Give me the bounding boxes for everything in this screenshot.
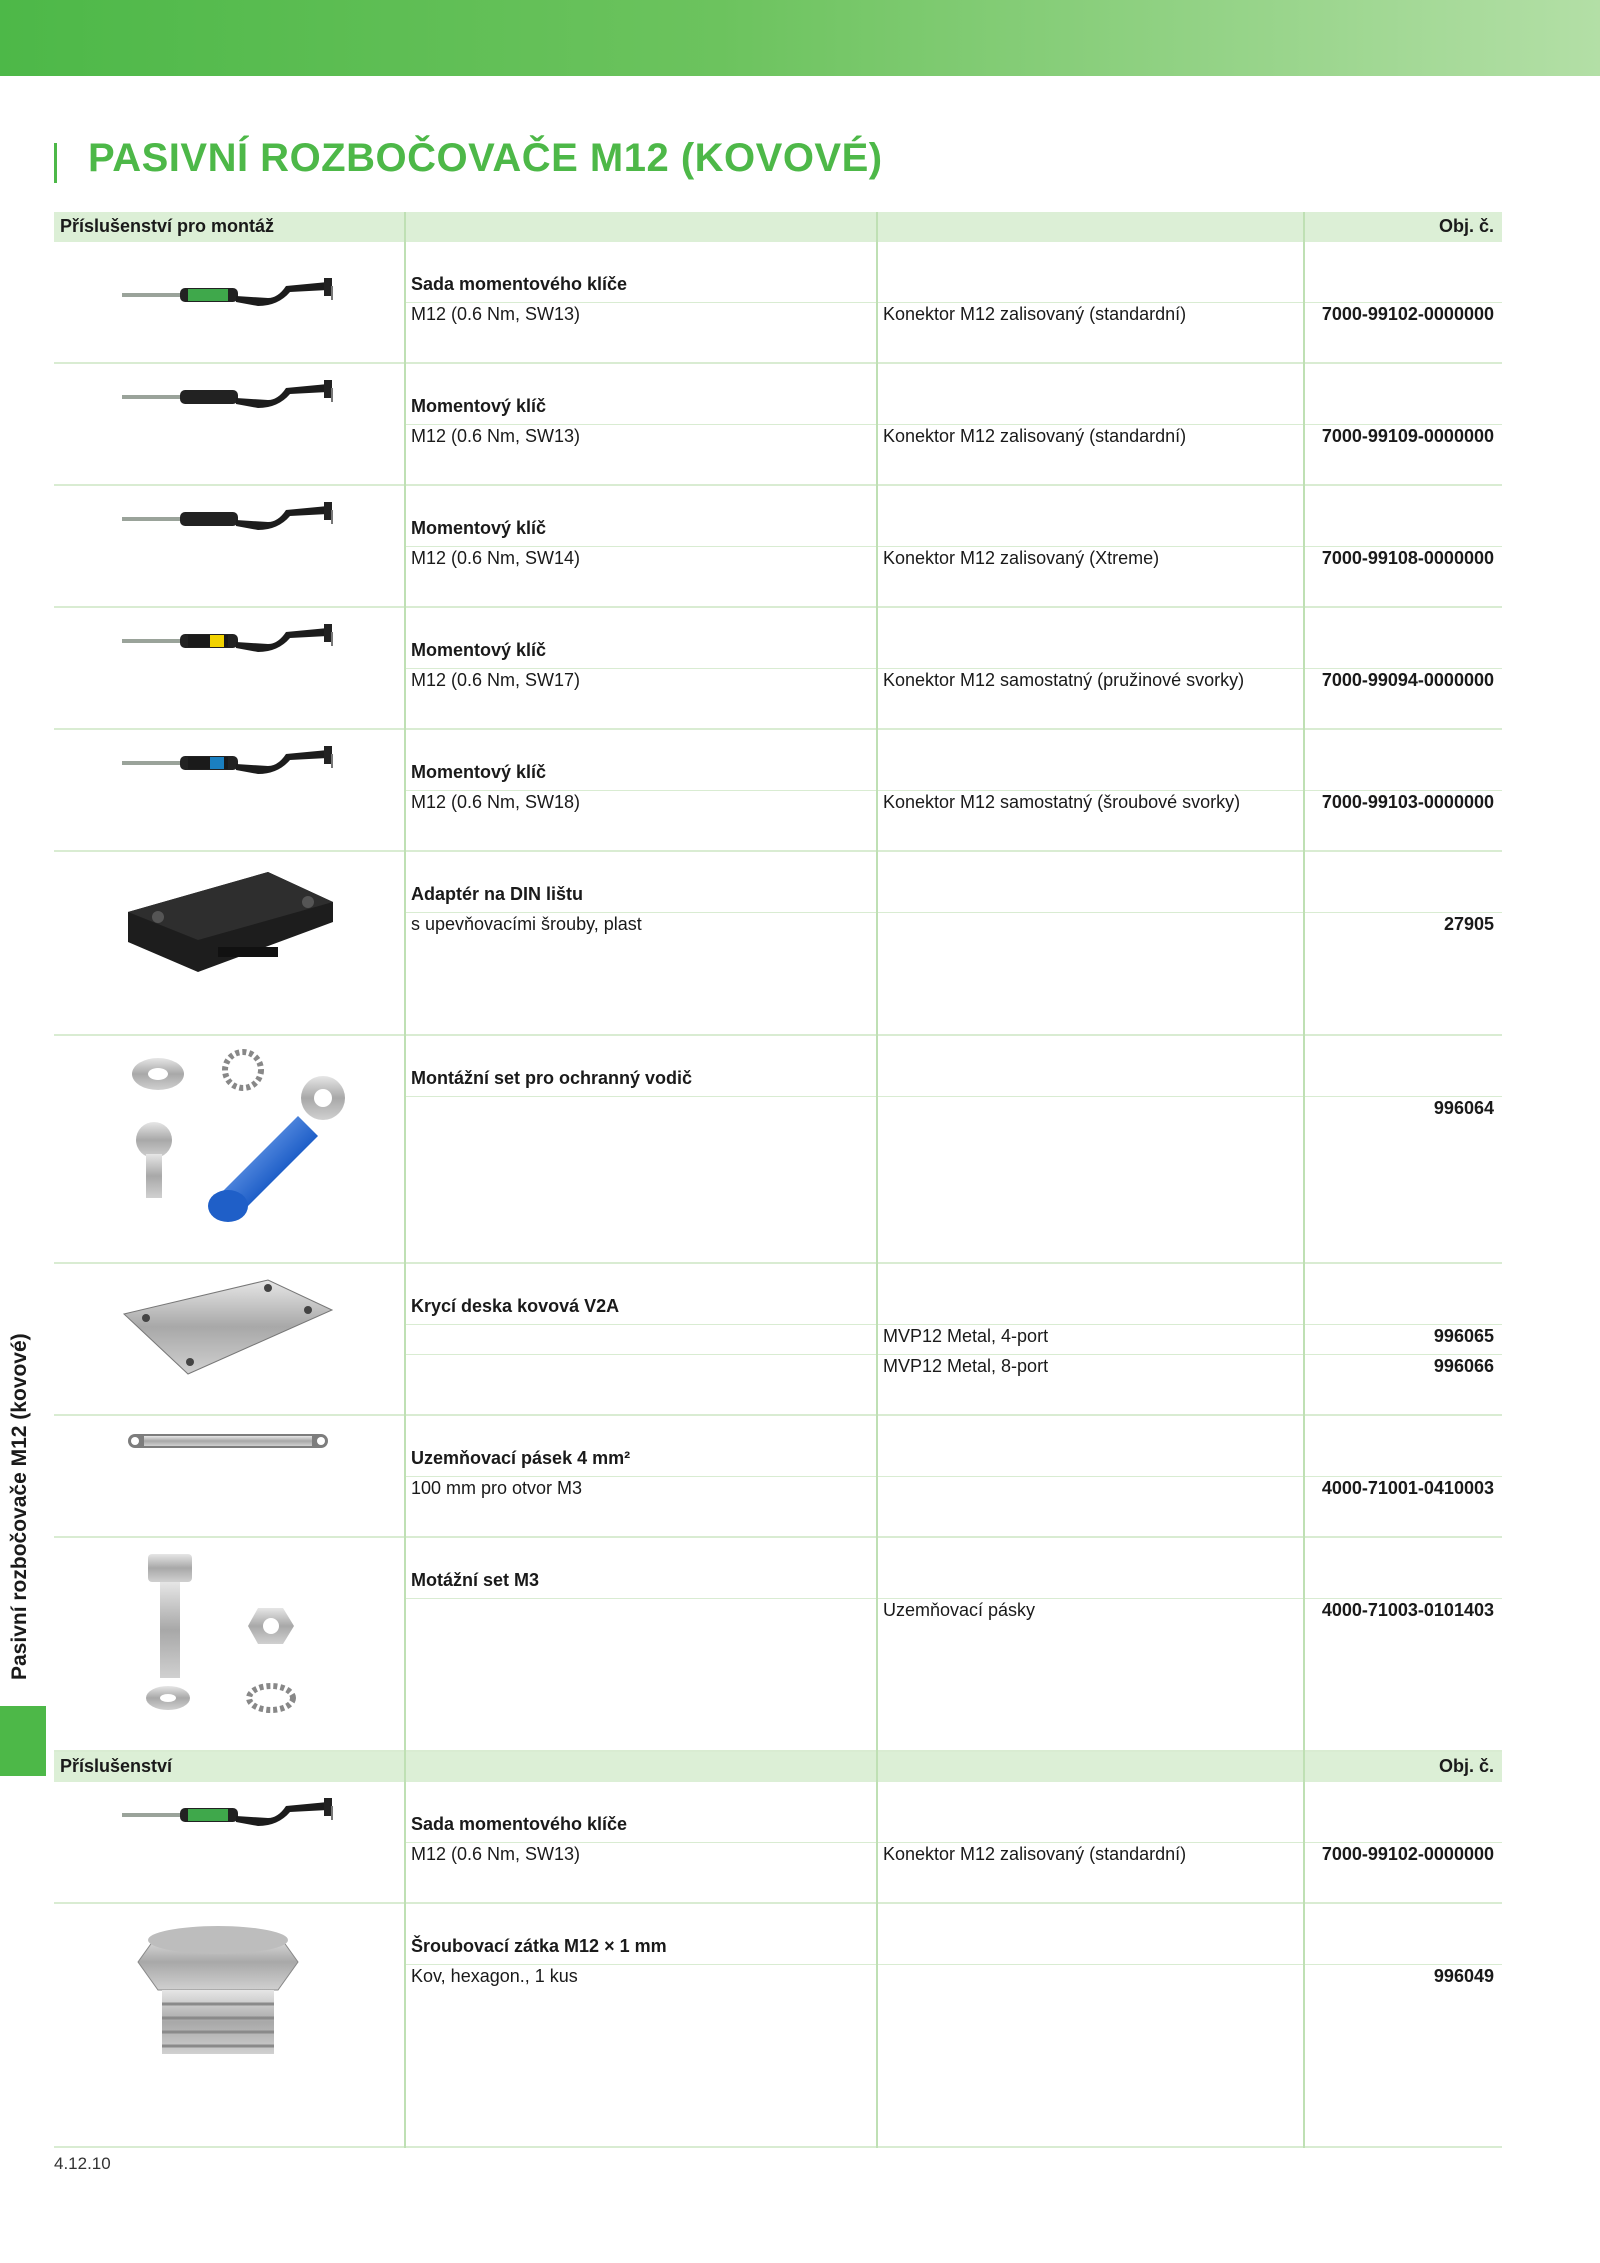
product-spec: M12 (0.6 Nm, SW14) xyxy=(411,548,581,568)
m3-screw-set-icon xyxy=(118,1548,318,1723)
column-divider xyxy=(1303,212,1305,1752)
product-compatibility: Konektor M12 samostatný (šroubové svorky) xyxy=(883,792,1241,812)
order-number: 996066 xyxy=(1433,1356,1494,1376)
side-label-text: Pasivní rozbočovače M12 (kovové) xyxy=(8,1333,31,1680)
din-rail-adapter-icon xyxy=(118,862,338,997)
order-number: 4000-71003-0101403 xyxy=(1321,1600,1494,1620)
product-compatibility: MVP12 Metal, 8-port xyxy=(883,1356,1049,1376)
row-divider xyxy=(404,302,1502,303)
product-name: Momentový klíč xyxy=(411,640,547,660)
product-name: Šroubovací zátka M12 × 1 mm xyxy=(411,1936,667,1956)
row-separator xyxy=(54,1262,1502,1264)
row-separator xyxy=(54,606,1502,608)
product-name: Sada momentového klíče xyxy=(411,274,628,294)
product-name: Montážní set pro ochranný vodič xyxy=(411,1068,693,1088)
order-number: 4000-71001-0410003 xyxy=(1321,1478,1494,1498)
product-compatibility: Uzemňovací pásky xyxy=(883,1600,1036,1620)
row-divider xyxy=(404,1476,1502,1477)
column-divider xyxy=(1303,1752,1305,2148)
torque-wrench-yellow-icon xyxy=(118,618,338,671)
order-number: 7000-99094-0000000 xyxy=(1321,670,1494,690)
torque-wrench-icon xyxy=(118,496,338,549)
row-separator xyxy=(54,362,1502,364)
row-separator xyxy=(54,2146,1502,2148)
page-number: 4.12.10 xyxy=(54,2154,111,2173)
product-spec: s upevňovacími šrouby, plast xyxy=(411,914,642,934)
cover-plate-icon xyxy=(118,1274,338,1389)
side-tab-marker xyxy=(0,1706,46,1776)
product-compatibility: Konektor M12 zalisovaný (Xtreme) xyxy=(883,548,1160,568)
order-number: 996064 xyxy=(1433,1098,1494,1118)
column-divider xyxy=(876,212,878,1752)
product-name: Krycí deska kovová V2A xyxy=(411,1296,620,1316)
product-name: Momentový klíč xyxy=(411,518,547,538)
product-spec: 100 mm pro otvor M3 xyxy=(411,1478,583,1498)
product-spec: M12 (0.6 Nm, SW13) xyxy=(411,304,581,324)
order-number: 996049 xyxy=(1433,1966,1494,1986)
column-divider xyxy=(404,1752,406,2148)
product-name: Momentový klíč xyxy=(411,396,547,416)
section-label: Příslušenství xyxy=(60,1756,173,1776)
torque-wrench-blue-icon xyxy=(118,740,338,793)
row-divider xyxy=(404,1096,1502,1097)
order-number: 27905 xyxy=(1443,914,1494,934)
top-banner xyxy=(0,0,1600,76)
order-number: 7000-99102-0000000 xyxy=(1321,1844,1494,1864)
page-title: PASIVNÍ ROZBOČOVAČE M12 (KOVOVÉ) xyxy=(88,136,883,180)
product-spec: Kov, hexagon., 1 kus xyxy=(411,1966,578,1986)
column-divider xyxy=(876,1752,878,2148)
row-divider xyxy=(404,1964,1502,1965)
order-number: 7000-99103-0000000 xyxy=(1321,792,1494,812)
section-header xyxy=(54,212,1502,242)
row-separator xyxy=(54,728,1502,730)
product-compatibility: Konektor M12 zalisovaný (standardní) xyxy=(883,1844,1187,1864)
product-name: Uzemňovací pásek 4 mm² xyxy=(411,1448,631,1468)
title-accent-bar xyxy=(54,143,57,183)
grounding-strap-icon xyxy=(118,1426,338,1461)
order-number-header: Obj. č. xyxy=(1438,1756,1494,1776)
row-divider xyxy=(404,1324,1502,1325)
row-divider xyxy=(404,1842,1502,1843)
product-compatibility: Konektor M12 samostatný (pružinové svorky) xyxy=(883,670,1245,690)
row-separator xyxy=(54,484,1502,486)
product-compatibility: MVP12 Metal, 4-port xyxy=(883,1326,1049,1346)
row-divider xyxy=(404,912,1502,913)
row-divider xyxy=(404,424,1502,425)
order-number: 7000-99108-0000000 xyxy=(1321,548,1494,568)
section-label: Příslušenství pro montáž xyxy=(60,216,275,236)
order-number-header: Obj. č. xyxy=(1438,216,1494,236)
order-number: 7000-99102-0000000 xyxy=(1321,304,1494,324)
row-divider xyxy=(404,668,1502,669)
hex-plug-icon xyxy=(118,1914,318,2069)
row-separator xyxy=(54,1034,1502,1036)
torque-wrench-green-icon xyxy=(118,1792,338,1845)
product-name: Motážní set M3 xyxy=(411,1570,540,1590)
order-number: 996065 xyxy=(1433,1326,1494,1346)
product-spec: M12 (0.6 Nm, SW18) xyxy=(411,792,581,812)
section-header xyxy=(54,1752,1502,1782)
product-name: Adaptér na DIN lištu xyxy=(411,884,584,904)
row-separator xyxy=(54,1902,1502,1904)
torque-wrench-green-icon xyxy=(118,272,338,325)
column-divider xyxy=(404,212,406,1752)
product-name: Sada momentového klíče xyxy=(411,1814,628,1834)
row-divider xyxy=(404,1354,1502,1355)
product-spec: M12 (0.6 Nm, SW13) xyxy=(411,1844,581,1864)
torque-wrench-icon xyxy=(118,374,338,427)
product-name: Momentový klíč xyxy=(411,762,547,782)
product-compatibility: Konektor M12 zalisovaný (standardní) xyxy=(883,304,1187,324)
product-spec: M12 (0.6 Nm, SW17) xyxy=(411,670,581,690)
row-divider xyxy=(404,1598,1502,1599)
row-separator xyxy=(54,1536,1502,1538)
protective-conductor-kit-icon xyxy=(118,1046,358,1231)
row-divider xyxy=(404,546,1502,547)
row-separator xyxy=(54,850,1502,852)
order-number: 7000-99109-0000000 xyxy=(1321,426,1494,446)
row-divider xyxy=(404,790,1502,791)
product-compatibility: Konektor M12 zalisovaný (standardní) xyxy=(883,426,1187,446)
row-separator xyxy=(54,1414,1502,1416)
product-spec: M12 (0.6 Nm, SW13) xyxy=(411,426,581,446)
